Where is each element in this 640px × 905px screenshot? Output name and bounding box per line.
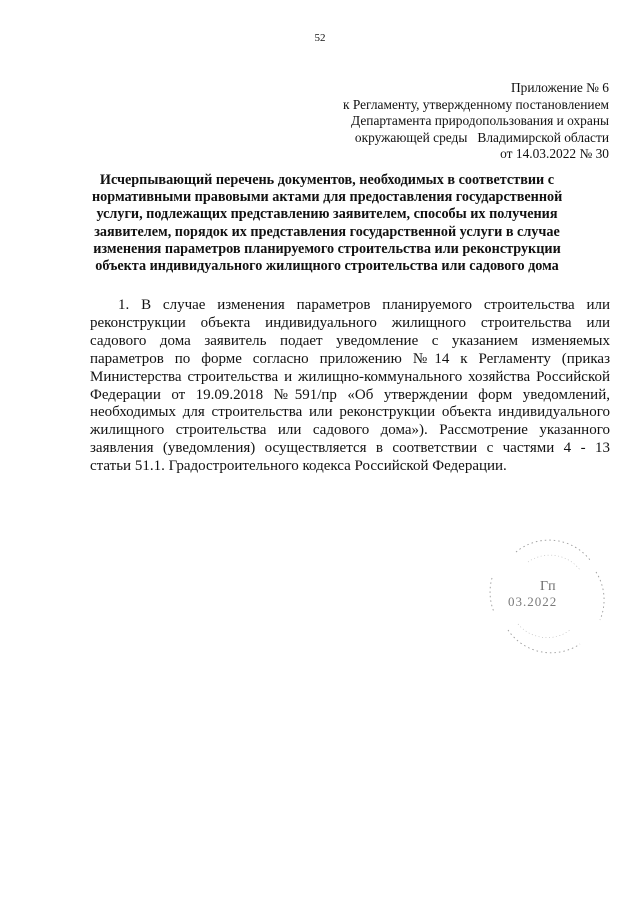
paragraph-line: заявления (уведомления) осуществляется в соответствии с частями 4 - 13 (90, 440, 610, 457)
stamp-arc (490, 578, 494, 612)
paragraph-line: садового дома заявитель подает уведомление с указанием изменяемых (90, 332, 610, 349)
document-title (92, 172, 562, 275)
title-line: объекта индивидуального жилищного строительства или садового дома (95, 258, 559, 275)
title-line: услуги, подлежащих представлению заявителем, способы их получения (96, 206, 558, 223)
paragraph-line: необходимых для строительства или реконструкции объекта индивидуального (90, 404, 610, 421)
title-line: заявителем, порядок их представления государственной услуги в случае (94, 223, 560, 240)
stamp-inner-arc (518, 624, 570, 638)
stamp-arc (596, 572, 604, 620)
appendix-line: окружающей среды Владимирской области (354, 129, 609, 145)
paragraph-line: 1. В случае изменения параметров планируемого строительства или (118, 297, 610, 313)
appendix-header (343, 80, 609, 163)
stamp-text: Гп (540, 579, 556, 594)
appendix-line: Департамента природопользования и охраны (351, 113, 609, 129)
paragraph-line: параметров по форме согласно приложению №14 к Регламенту (приказ (90, 350, 610, 367)
stamp-inner-arc (528, 555, 580, 570)
paragraph-line: статьи 51.1. Градостроительного кодекса Российской Федерации. (90, 458, 507, 475)
stamp-arc (516, 540, 590, 560)
stamp-date: 03.2022 (508, 594, 558, 609)
official-stamp (468, 520, 618, 670)
paragraph-1 (90, 297, 610, 476)
appendix-line: от 14.03.2022 № 30 (500, 146, 609, 162)
paragraph-line: Министерства строительства и жилищно-коммунального хозяйства Российской (90, 368, 610, 385)
stamp-arc (508, 630, 580, 653)
title-line: нормативными правовыми актами для предоставления государственной (92, 189, 563, 206)
paragraph-line: Федерации от 19.09.2018 №591/пр «Об утверждении форм уведомлений, (90, 386, 610, 403)
title-line: изменения параметров планируемого строительства или реконструкции (93, 240, 561, 257)
paragraph-line: жилищного строительства или садового дома»). Рассмотрение указанного (90, 422, 610, 439)
title-line: Исчерпывающий перечень документов, необходимых в соответствии с (99, 172, 555, 188)
appendix-line: Приложение № 6 (510, 80, 609, 95)
appendix-line: к Регламенту, утвержденному постановлением (342, 96, 609, 112)
paragraph-line: реконструкции объекта индивидуального жилищного строительства или (90, 314, 610, 331)
page-number: 52 (314, 32, 326, 44)
